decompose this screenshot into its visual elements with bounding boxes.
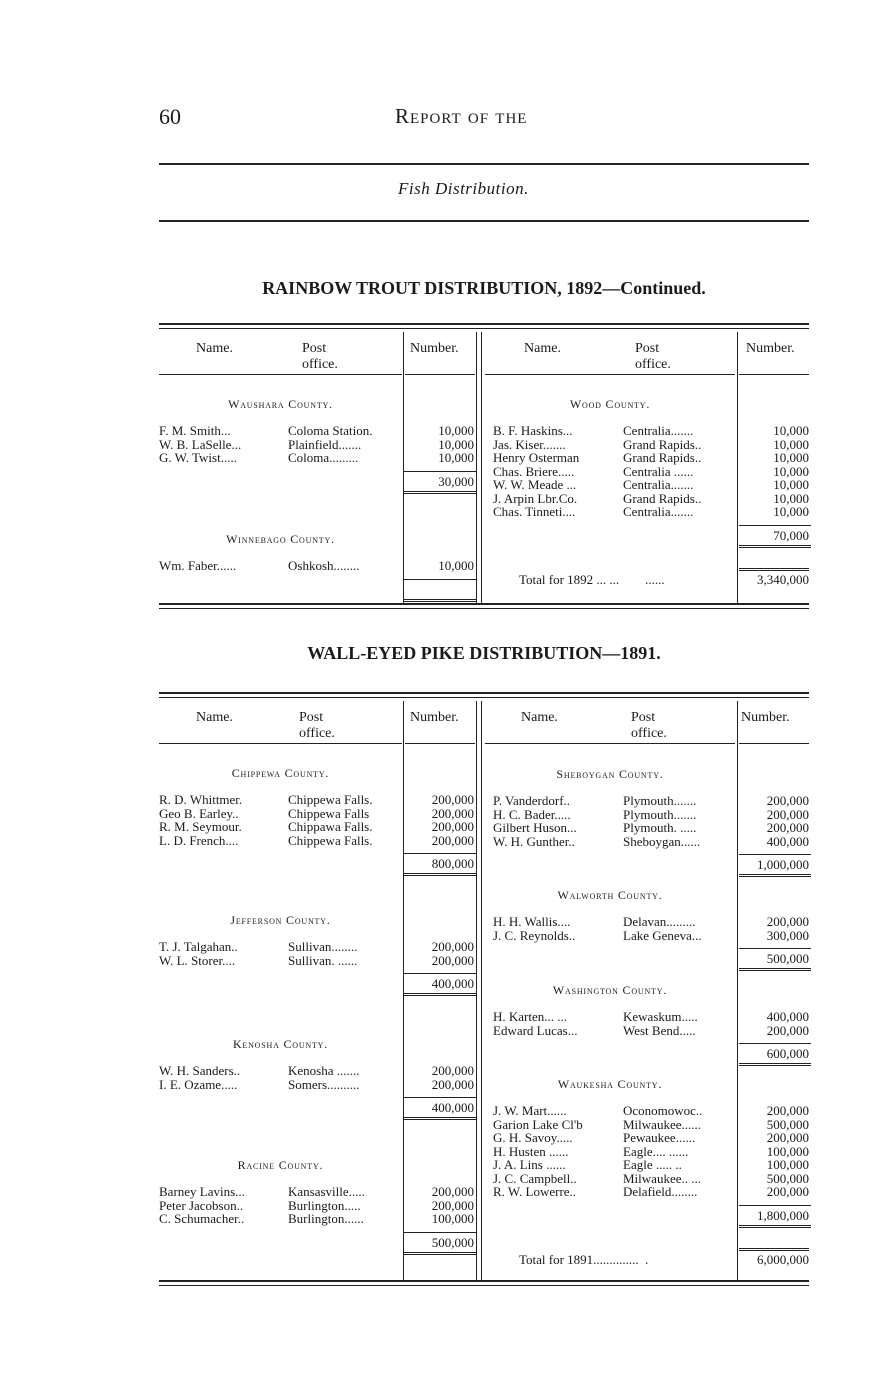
entry-name: F. M. Smith... bbox=[159, 423, 231, 438]
section-title: Fish Distribution. bbox=[398, 179, 529, 198]
entry-number: 200,000 bbox=[766, 820, 809, 835]
subtotal-rule bbox=[404, 853, 476, 854]
subtotal-double-rule bbox=[404, 870, 476, 876]
table-bottom-rule2 bbox=[159, 1285, 809, 1286]
county-heading: Washington County. bbox=[552, 983, 668, 997]
subtotal-rule bbox=[739, 525, 811, 526]
entry-name: J. C. Campbell.. bbox=[493, 1170, 577, 1186]
walleye-top-rule bbox=[159, 692, 809, 694]
subtotal-value: 400,000 bbox=[431, 976, 474, 991]
col-header-post-office: Post office. bbox=[302, 341, 338, 372]
entry-number: 200,000 bbox=[766, 806, 809, 822]
column-divider bbox=[737, 701, 738, 1280]
entry-post-office: Plainfield....... bbox=[288, 436, 362, 452]
col-header-post-office: Post office. bbox=[299, 710, 335, 741]
header-bottom-rule bbox=[405, 374, 475, 375]
entry-name: W. L. Storer.... bbox=[159, 952, 236, 968]
entry-name: W. B. LaSelle... bbox=[159, 436, 242, 452]
entry-number: 10,000 bbox=[438, 423, 474, 438]
subtotal-value: 800,000 bbox=[431, 856, 474, 871]
subtotal-rule bbox=[404, 973, 476, 974]
entry-number: 100,000 bbox=[766, 1157, 809, 1172]
entry-number: 10,000 bbox=[773, 490, 809, 506]
entry-name: H. Karten... ... bbox=[493, 1009, 568, 1024]
col-header-number: Number. bbox=[410, 710, 459, 725]
header-bottom-rule bbox=[405, 743, 475, 744]
entry-name: Chas. Briere..... bbox=[493, 463, 575, 479]
county-heading: Waukesha County. bbox=[557, 1077, 663, 1091]
entry-post-office: Lake Geneva... bbox=[623, 927, 702, 943]
entry-post-office: West Bend..... bbox=[623, 1022, 696, 1038]
entry-post-office: Delavan......... bbox=[623, 914, 696, 929]
entry-name: Peter Jacobson.. bbox=[159, 1197, 244, 1213]
entry-post-office: Grand Rapids.. bbox=[623, 490, 702, 506]
entry-name: Jas. Kiser....... bbox=[493, 436, 566, 452]
entry-number: 10,000 bbox=[773, 477, 809, 492]
entry-post-office: Eagle ..... .. bbox=[623, 1157, 682, 1172]
column-divider bbox=[737, 332, 738, 603]
county-heading: Wood County. bbox=[569, 397, 651, 411]
header-bottom-rule bbox=[159, 374, 402, 375]
entry-post-office: Oconomowoc.. bbox=[623, 1103, 703, 1118]
entry-post-office: Kewaskum..... bbox=[623, 1009, 698, 1024]
rainbow-top-rule bbox=[159, 323, 809, 325]
page-number: 60 bbox=[159, 104, 181, 129]
entry-name: Barney Lavins... bbox=[159, 1184, 245, 1199]
county-heading: Kenosha County. bbox=[232, 1037, 329, 1051]
subtotal-rule bbox=[739, 854, 811, 855]
entry-name: Henry Osterman bbox=[493, 450, 580, 465]
entry-number: 200,000 bbox=[766, 1184, 809, 1199]
entry-number: 10,000 bbox=[438, 450, 474, 465]
entry-post-office: Burlington..... bbox=[288, 1197, 361, 1213]
entry-post-office: Grand Rapids.. bbox=[623, 436, 702, 452]
header-rule bbox=[159, 163, 809, 165]
entry-post-office: Delafield........ bbox=[623, 1184, 698, 1199]
subtotal-double-rule bbox=[404, 990, 476, 996]
entry-post-office: Chippewa Falls. bbox=[288, 832, 373, 848]
table-bottom-rule2 bbox=[159, 608, 809, 609]
entry-number: 200,000 bbox=[766, 1103, 809, 1118]
entry-number: 10,000 bbox=[773, 450, 809, 465]
county-heading: Chippewa County. bbox=[231, 766, 330, 780]
subtotal-value: 1,000,000 bbox=[757, 857, 809, 872]
entry-post-office: Milwaukee.. ... bbox=[623, 1170, 701, 1186]
entry-name: Edward Lucas... bbox=[493, 1022, 578, 1038]
entry-post-office: Grand Rapids.. bbox=[623, 450, 702, 465]
entry-name: J. C. Reynolds.. bbox=[493, 927, 576, 943]
subtotal-double-rule bbox=[739, 965, 811, 971]
entry-name: R. W. Lowerre.. bbox=[493, 1184, 577, 1199]
subtotal-value: 600,000 bbox=[766, 1046, 809, 1061]
running-head: Report of the bbox=[395, 104, 528, 128]
entry-post-office: Sullivan. ...... bbox=[288, 952, 358, 968]
entry-number: 100,000 bbox=[766, 1143, 809, 1159]
entry-post-office: Chippawa Falls. bbox=[288, 819, 373, 834]
subtotal-rule bbox=[404, 579, 476, 580]
entry-post-office: Centralia....... bbox=[623, 504, 694, 519]
subtotal-double-rule bbox=[739, 1060, 811, 1066]
subtotal-double-rule bbox=[404, 1114, 476, 1120]
entry-number: 10,000 bbox=[438, 558, 474, 573]
entry-name: W. W. Meade ... bbox=[493, 477, 577, 492]
header-bottom-rule bbox=[159, 743, 402, 744]
col-header-post-office: Post office. bbox=[631, 710, 667, 741]
county-heading: Walworth County. bbox=[557, 888, 663, 902]
grand-total-value: 6,000,000 bbox=[757, 1252, 809, 1267]
grand-total-label: Total for 1891.............. . bbox=[519, 1252, 649, 1267]
entry-number: 10,000 bbox=[773, 423, 809, 438]
entry-post-office: Oshkosh........ bbox=[288, 558, 360, 573]
county-heading: Sheboygan County. bbox=[556, 767, 664, 781]
entry-post-office: Kenosha ....... bbox=[288, 1063, 360, 1078]
entry-post-office: Centralia....... bbox=[623, 423, 694, 438]
entry-number: 10,000 bbox=[773, 436, 809, 452]
column-divider bbox=[476, 701, 477, 1280]
entry-post-office: Kansasville..... bbox=[288, 1184, 365, 1199]
col-header-number: Number. bbox=[410, 341, 459, 356]
entry-number: 200,000 bbox=[766, 1130, 809, 1145]
rainbow-top-rule2 bbox=[159, 328, 809, 329]
subtotal-double-rule bbox=[404, 1249, 476, 1255]
header-bottom-rule bbox=[739, 374, 809, 375]
entry-name: I. E. Ozame..... bbox=[159, 1076, 238, 1092]
county-heading: Jefferson County. bbox=[230, 913, 331, 927]
entry-name: H. C. Bader..... bbox=[493, 806, 571, 822]
subtotal-double-rule bbox=[739, 1222, 811, 1228]
entry-number: 200,000 bbox=[431, 952, 474, 968]
entry-post-office: Centralia....... bbox=[623, 477, 694, 492]
entry-name: C. Schumacher.. bbox=[159, 1211, 245, 1226]
entry-number: 200,000 bbox=[431, 1197, 474, 1213]
subtotal-value: 400,000 bbox=[431, 1100, 474, 1115]
grand-total-double-rule bbox=[739, 565, 809, 571]
subtotal-double-rule bbox=[404, 488, 476, 494]
walleye-top-rule2 bbox=[159, 697, 809, 698]
entry-name: J. A. Lins ...... bbox=[493, 1157, 566, 1172]
entry-post-office: Plymouth. ..... bbox=[623, 820, 697, 835]
entry-number: 400,000 bbox=[766, 1009, 809, 1024]
subtotal-value: 70,000 bbox=[773, 527, 809, 543]
entry-number: 200,000 bbox=[766, 1022, 809, 1038]
subtotal-rule bbox=[739, 1043, 811, 1044]
entry-name: H. Husten ...... bbox=[493, 1143, 569, 1159]
county-heading: Winnebago County. bbox=[226, 532, 335, 546]
subtotal-double-rule bbox=[739, 542, 811, 548]
entry-post-office: Pewaukee...... bbox=[623, 1130, 696, 1145]
entry-name: Wm. Faber...... bbox=[159, 558, 237, 573]
entry-name: H. H. Wallis.... bbox=[493, 914, 571, 929]
entry-number: 300,000 bbox=[766, 927, 809, 943]
entry-name: R. D. Whittmer. bbox=[159, 792, 243, 807]
grand-total-double-rule bbox=[739, 1245, 809, 1251]
entry-name: W. H. Sanders.. bbox=[159, 1063, 241, 1078]
entry-number: 100,000 bbox=[431, 1211, 474, 1226]
header-bottom-rule bbox=[739, 743, 809, 744]
entry-number: 200,000 bbox=[431, 1076, 474, 1092]
entry-number: 200,000 bbox=[431, 792, 474, 807]
entry-name: B. F. Haskins... bbox=[493, 423, 573, 438]
walleye-title: WALL-EYED PIKE DISTRIBUTION—1891. bbox=[307, 643, 661, 663]
subtotal-value: 500,000 bbox=[431, 1234, 474, 1250]
entry-name: P. Vanderdorf.. bbox=[493, 793, 571, 808]
entry-number: 10,000 bbox=[773, 504, 809, 519]
entry-post-office: Chippewa Falls. bbox=[288, 792, 373, 807]
entry-number: 200,000 bbox=[431, 939, 474, 954]
column-divider bbox=[481, 701, 482, 1280]
entry-number: 10,000 bbox=[773, 463, 809, 479]
entry-number: 200,000 bbox=[431, 819, 474, 834]
entry-post-office: Coloma......... bbox=[288, 450, 359, 465]
entry-post-office: Chippewa Falls bbox=[288, 805, 370, 821]
entry-number: 10,000 bbox=[438, 436, 474, 452]
subtotal-rule bbox=[739, 948, 811, 949]
subtotal-double-rule bbox=[404, 596, 476, 602]
table-bottom-rule bbox=[159, 1280, 809, 1282]
entry-post-office: Sullivan........ bbox=[288, 939, 358, 954]
col-header-post-office: Post office. bbox=[635, 341, 671, 372]
county-heading: Waushara County. bbox=[228, 397, 333, 411]
subtotal-rule bbox=[404, 471, 476, 472]
entry-name: Gilbert Huson... bbox=[493, 820, 577, 835]
entry-number: 200,000 bbox=[431, 1184, 474, 1199]
entry-name: G. W. Twist..... bbox=[159, 450, 237, 465]
subtotal-rule bbox=[739, 1205, 811, 1206]
entry-name: R. M. Seymour. bbox=[159, 819, 242, 834]
entry-post-office: Somers.......... bbox=[288, 1076, 360, 1092]
subtotal-rule bbox=[404, 1232, 476, 1233]
entry-post-office: Milwaukee...... bbox=[623, 1116, 701, 1132]
entry-name: T. J. Talgahan.. bbox=[159, 939, 238, 954]
grand-total-value: 3,340,000 bbox=[757, 572, 809, 587]
col-header-name: Name. bbox=[196, 341, 233, 356]
subtotal-value: 500,000 bbox=[766, 951, 809, 966]
subtotal-double-rule bbox=[739, 871, 811, 877]
column-divider bbox=[481, 332, 482, 603]
entry-post-office: Coloma Station. bbox=[288, 423, 373, 438]
col-header-name: Name. bbox=[521, 710, 558, 725]
entry-number: 500,000 bbox=[766, 1116, 809, 1132]
entry-post-office: Eagle.... ...... bbox=[623, 1143, 689, 1159]
entry-name: G. H. Savoy..... bbox=[493, 1130, 573, 1145]
header-bottom-rule bbox=[485, 374, 735, 375]
col-header-name: Name. bbox=[524, 341, 561, 356]
col-header-number: Number. bbox=[741, 710, 790, 725]
entry-post-office: Sheboygan...... bbox=[623, 833, 701, 849]
col-header-name: Name. bbox=[196, 710, 233, 725]
column-divider bbox=[476, 332, 477, 603]
subtotal-value: 30,000 bbox=[438, 473, 474, 489]
col-header-number: Number. bbox=[746, 341, 795, 356]
rainbow-title: RAINBOW TROUT DISTRIBUTION, 1892—Continued. bbox=[262, 278, 706, 298]
entry-number: 400,000 bbox=[766, 833, 809, 849]
county-heading: Racine County. bbox=[237, 1158, 324, 1172]
entry-number: 500,000 bbox=[766, 1170, 809, 1186]
entry-number: 200,000 bbox=[431, 832, 474, 848]
entry-post-office: Burlington...... bbox=[288, 1211, 364, 1226]
header-bottom-rule bbox=[485, 743, 735, 744]
entry-name: Garion Lake Cl'b bbox=[493, 1116, 583, 1132]
subtotal-value: 1,800,000 bbox=[757, 1207, 809, 1223]
table-bottom-rule bbox=[159, 603, 809, 605]
entry-number: 200,000 bbox=[766, 914, 809, 929]
entry-number: 200,000 bbox=[766, 793, 809, 808]
entry-name: Chas. Tinneti.... bbox=[493, 504, 576, 519]
section-rule bbox=[159, 220, 809, 222]
entry-name: J. W. Mart...... bbox=[493, 1103, 567, 1118]
entry-post-office: Plymouth....... bbox=[623, 793, 697, 808]
entry-name: W. H. Gunther.. bbox=[493, 833, 575, 849]
entry-number: 200,000 bbox=[431, 1063, 474, 1078]
entry-name: J. Arpin Lbr.Co. bbox=[493, 490, 578, 506]
grand-total-label: Total for 1892 ... ... ...... bbox=[519, 572, 665, 587]
entry-post-office: Centralia ...... bbox=[623, 463, 694, 479]
subtotal-rule bbox=[404, 1097, 476, 1098]
entry-number: 200,000 bbox=[431, 805, 474, 821]
entry-name: L. D. French.... bbox=[159, 832, 239, 848]
entry-name: Geo B. Earley.. bbox=[159, 805, 239, 821]
entry-post-office: Plymouth....... bbox=[623, 806, 697, 822]
